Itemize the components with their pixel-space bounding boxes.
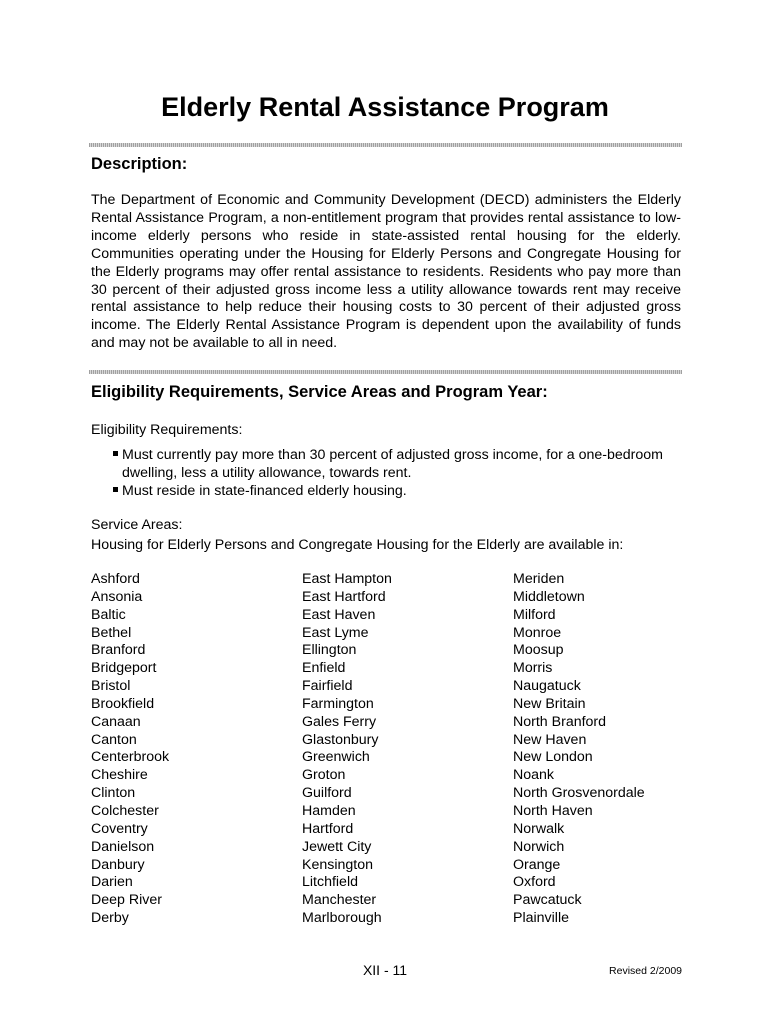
town-item: Farmington — [302, 695, 374, 712]
town-item: Bristol — [91, 678, 131, 695]
revised-date: Revised 2/2009 — [609, 965, 682, 977]
requirement-text: Must currently pay more than 30 percent of adjusted gross income, for a one-bedroom dwelling, less a utility allowance, towards rent. — [122, 447, 663, 481]
town-item: Centerbrook — [91, 749, 170, 766]
town-item: Brookfield — [91, 695, 155, 712]
bullet-icon — [113, 451, 118, 456]
town-item: Clinton — [91, 785, 136, 802]
town-item: Ashford — [91, 571, 140, 587]
requirement-text: Must reside in state-financed elderly housing. — [122, 483, 407, 499]
town-item: Morris — [513, 660, 553, 677]
town-list-column-1 — [91, 571, 169, 928]
town-item: Danielson — [91, 838, 155, 855]
town-item: Enfield — [302, 660, 346, 677]
town-item: Bridgeport — [91, 660, 157, 677]
town-item: Litchfield — [302, 874, 358, 891]
town-item: Fairfield — [302, 678, 353, 695]
town-item: Hartford — [302, 820, 354, 837]
town-item: Darien — [91, 874, 133, 891]
town-item: Noank — [513, 767, 555, 784]
town-item: Guilford — [302, 785, 352, 802]
town-item: Middletown — [513, 588, 585, 605]
town-item: Orange — [513, 856, 561, 873]
town-item: East Haven — [302, 606, 376, 623]
page-title: Elderly Rental Assistance Program — [161, 92, 609, 122]
town-item: New London — [513, 749, 593, 766]
town-item: Colchester — [91, 802, 159, 819]
town-item: Monroe — [513, 624, 562, 641]
town-list-column-2 — [302, 571, 392, 928]
town-item: North Grosvenordale — [513, 785, 645, 802]
town-item: New Britain — [513, 695, 586, 712]
town-item: Coventry — [91, 820, 148, 837]
bullet-icon — [113, 487, 118, 492]
town-item: East Hartford — [302, 588, 386, 605]
description-heading: Description: — [91, 155, 188, 173]
town-item: Moosup — [513, 642, 564, 659]
divider — [89, 143, 682, 147]
town-item: East Hampton — [302, 571, 392, 587]
town-item: Norwalk — [513, 820, 565, 837]
town-item: Plainville — [513, 910, 569, 927]
town-item: Branford — [91, 642, 146, 659]
town-item: Groton — [302, 767, 346, 784]
town-item: Derby — [91, 910, 129, 927]
page-number: XII - 11 — [362, 962, 408, 978]
town-item: Baltic — [91, 606, 126, 623]
town-item: Danbury — [91, 856, 145, 873]
town-item: Glastonbury — [302, 731, 379, 748]
town-item: Oxford — [513, 874, 556, 891]
town-item: Manchester — [302, 892, 377, 909]
town-item: Naugatuck — [513, 678, 581, 695]
eligibility-requirements-label: Eligibility Requirements: — [91, 422, 243, 438]
eligibility-requirements-list — [91, 446, 681, 500]
town-item: North Branford — [513, 713, 607, 730]
list-item — [91, 482, 681, 500]
description-paragraph: The Department of Economic and Community Development (DECD) administers the Elderly Rental Assistance Program, a non-entitlement program that provides rental assistance to low-income elderly persons who reside in state-assisted rental housing for the elderly. Communities operating under the Housing for Elderly Persons and Congregate Housing for the Elderly programs may offer rental assistance to residents. Residents who pay more than 30 percent of their adjusted gross income less a utility allowance towards rent may receive rental assistance to help reduce their housing costs to 30 percent of their adjusted gross income. The Elderly Rental Assistance Program is dependent upon the availability of funds and may not be available to all in need. — [91, 192, 681, 352]
town-list-column-3 — [513, 571, 645, 928]
town-item: Hamden — [302, 802, 356, 819]
service-areas-label: Service Areas: — [91, 517, 183, 533]
town-item: Canton — [91, 731, 137, 748]
town-item: Marlborough — [302, 910, 382, 927]
town-item: East Lyme — [302, 624, 369, 641]
divider — [89, 370, 682, 374]
town-item: Ansonia — [91, 588, 143, 605]
town-item: Canaan — [91, 713, 141, 730]
eligibility-heading: Eligibility Requirements, Service Areas and Program Year: — [91, 383, 548, 401]
town-item: Norwich — [513, 838, 565, 855]
town-item: Gales Ferry — [302, 713, 377, 730]
town-item: Bethel — [91, 624, 132, 641]
town-item: North Haven — [513, 802, 593, 819]
town-item: Meriden — [513, 571, 565, 587]
town-item: Deep River — [91, 892, 162, 909]
town-item: Cheshire — [91, 767, 148, 784]
town-item: Greenwich — [302, 749, 370, 766]
town-item: Pawcatuck — [513, 892, 582, 909]
town-item: Kensington — [302, 856, 373, 873]
town-item: Ellington — [302, 642, 357, 659]
list-item — [91, 446, 681, 482]
town-item: Jewett City — [302, 838, 372, 855]
service-areas-intro: Housing for Elderly Persons and Congregate Housing for the Elderly are available in: — [91, 537, 624, 553]
town-item: New Haven — [513, 731, 587, 748]
town-item: Milford — [513, 606, 556, 623]
